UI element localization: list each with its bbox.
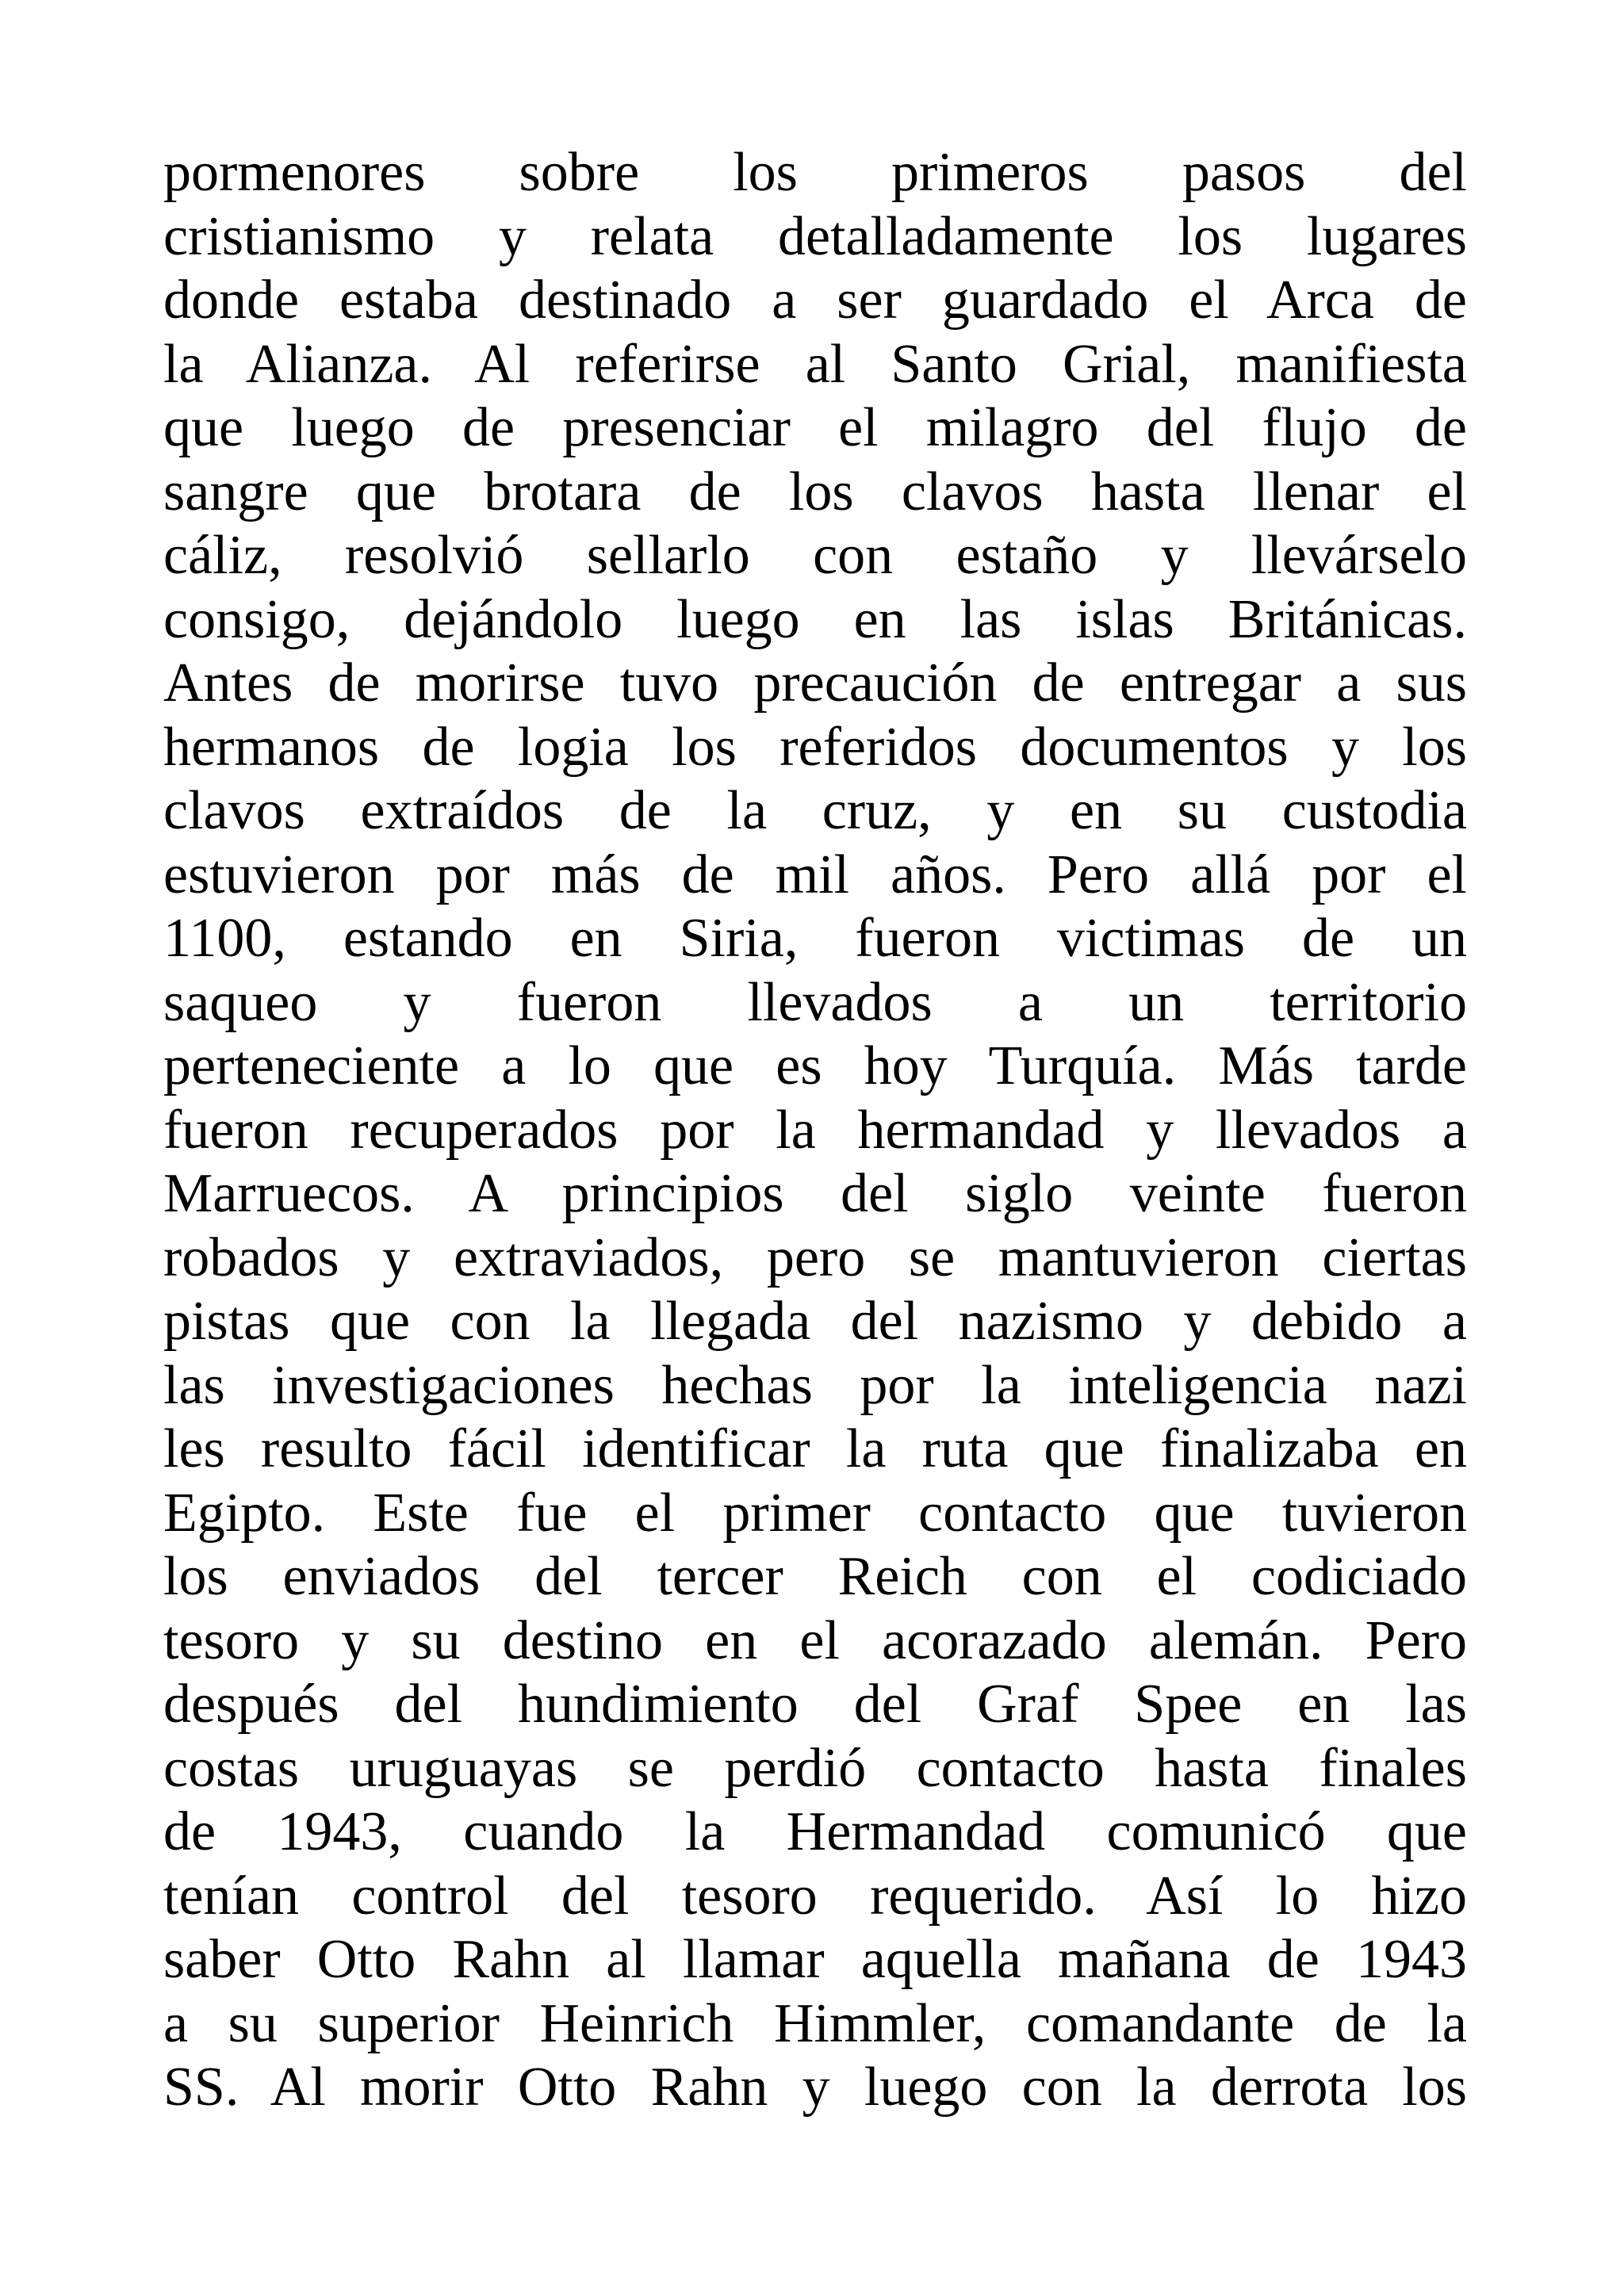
text-line: pistas que con la llegada del nazismo y debido a — [163, 1291, 1467, 1352]
text-line: pormenores sobre los primeros pasos del — [163, 142, 1467, 203]
text-line: clavos extraídos de la cruz, y en su custodia — [163, 780, 1467, 841]
text-line: cristianismo y relata detalladamente los lugares — [163, 205, 1467, 267]
text-line: los enviados del tercer Reich con el codiciado — [163, 1546, 1467, 1607]
text-line: fueron recuperados por la hermandad y llevados a — [163, 1099, 1467, 1161]
text-line: Antes de morirse tuvo precaución de entregar a sus — [163, 652, 1467, 714]
text-line: la Alianza. Al referirse al Santo Grial, manifiesta — [163, 333, 1467, 395]
text-line: donde estaba destinado a ser guardado el Arca de — [163, 270, 1467, 331]
text-line: cáliz, resolvió sellarlo con estaño y llevárselo — [163, 525, 1467, 586]
text-line: les resulto fácil identificar la ruta que finalizaba en — [163, 1418, 1467, 1479]
text-line: consigo, dejándolo luego en las islas Británicas. — [163, 588, 1467, 650]
text-line: tesoro y su destino en el acorazado alemán. Pero — [163, 1609, 1467, 1671]
text-line: Marruecos. A principios del siglo veinte fueron — [163, 1163, 1467, 1224]
text-line: de 1943, cuando la Hermandad comunicó que — [163, 1801, 1467, 1862]
text-line: que luego de presenciar el milagro del flujo de — [163, 397, 1467, 458]
text-line: hermanos de logia los referidos documentos y los — [163, 716, 1467, 778]
text-line: a su superior Heinrich Himmler, comandante de la — [163, 1992, 1467, 2054]
text-line: tenían control del tesoro requerido. Así lo hizo — [163, 1865, 1467, 1927]
text-line: las investigaciones hechas por la inteligencia nazi — [163, 1354, 1467, 1416]
text-line: 1100, estando en Siria, fueron victimas de un — [163, 908, 1467, 969]
text-line: SS. Al morir Otto Rahn y luego con la derrota los — [163, 2057, 1467, 2118]
text-line: estuvieron por más de mil años. Pero allá por el — [163, 844, 1467, 905]
body-text — [163, 141, 1467, 2120]
text-line: sangre que brotara de los clavos hasta llenar el — [163, 461, 1467, 522]
text-line: costas uruguayas se perdió contacto hasta finales — [163, 1737, 1467, 1799]
text-line: Egipto. Este fue el primer contacto que tuvieron — [163, 1482, 1467, 1544]
text-line: robados y extraviados, pero se mantuvieron ciertas — [163, 1226, 1467, 1288]
text-line: después del hundimiento del Graf Spee en las — [163, 1674, 1467, 1735]
text-line: saqueo y fueron llevados a un territorio — [163, 971, 1467, 1033]
text-line: saber Otto Rahn al llamar aquella mañana de 1943 — [163, 1929, 1467, 1990]
text-line: perteneciente a lo que es hoy Turquía. Más tarde — [163, 1035, 1467, 1096]
